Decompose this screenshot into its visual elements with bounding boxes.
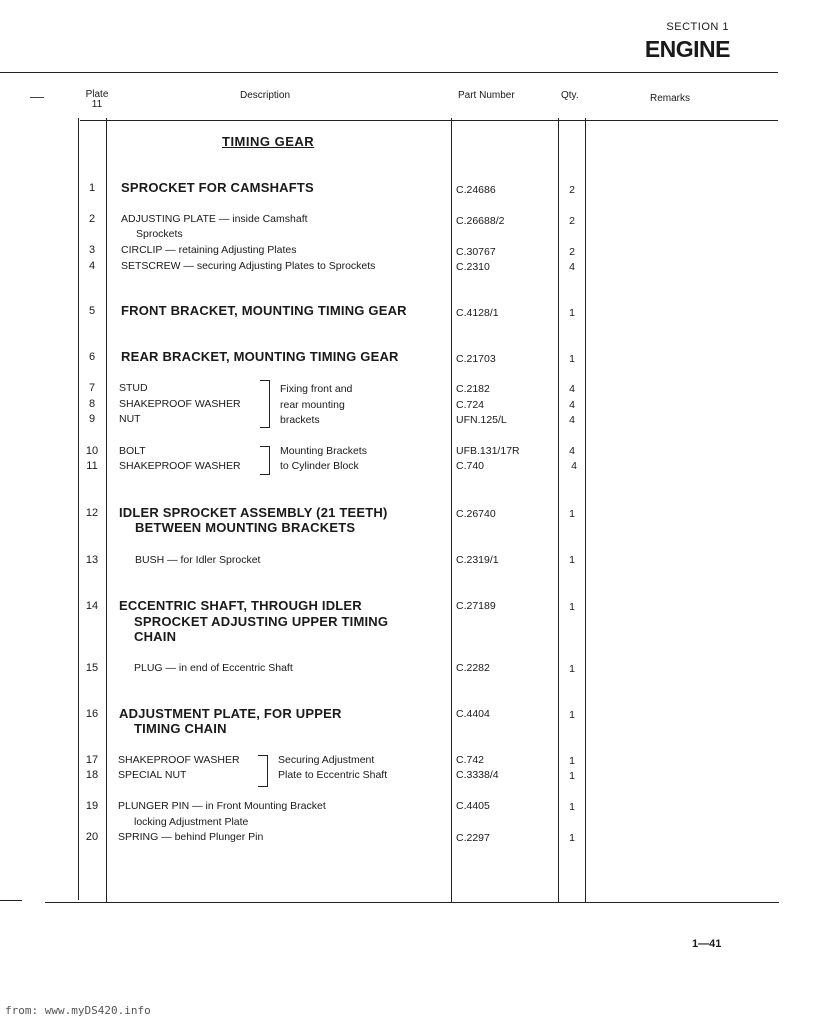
col-line-5 (585, 118, 586, 902)
part-number: C.24686 (456, 184, 496, 196)
bottom-rule (45, 902, 779, 903)
item-description: ADJUSTING PLATE — inside Camshaft (121, 213, 308, 225)
item-number: 12 (85, 507, 99, 519)
item-number: 2 (88, 213, 96, 225)
part-number: C.27189 (456, 600, 496, 612)
item-description-cont: Sprockets (136, 228, 183, 240)
col-header-qty: Qty. (561, 90, 579, 101)
item-number: 5 (88, 305, 96, 317)
quantity: 1 (569, 709, 575, 721)
group-bracket (260, 446, 270, 475)
section-label: SECTION 1 (666, 21, 729, 33)
quantity: 1 (569, 554, 575, 566)
item-description: PLUNGER PIN — in Front Mounting Bracket (118, 800, 326, 812)
part-number: C.4128/1 (456, 307, 499, 319)
item-description: REAR BRACKET, MOUNTING TIMING GEAR (121, 349, 399, 364)
quantity: 1 (569, 801, 575, 813)
item-number: 18 (85, 769, 99, 781)
source-watermark: from: www.myDS420.info (5, 1004, 151, 1017)
item-description: IDLER SPROCKET ASSEMBLY (21 TEETH) (119, 505, 388, 520)
quantity: 1 (569, 770, 575, 782)
item-description-cont: BETWEEN MOUNTING BRACKETS (135, 520, 356, 535)
item-description: FRONT BRACKET, MOUNTING TIMING GEAR (121, 303, 407, 318)
col-line-1 (78, 118, 79, 900)
col-header-description: Description (239, 90, 291, 101)
item-description-cont: CHAIN (134, 629, 177, 644)
col-line-3 (451, 118, 452, 902)
item-number: 11 (86, 460, 98, 472)
quantity: 4 (569, 261, 575, 273)
quantity: 1 (569, 601, 575, 613)
part-number: C.21703 (456, 353, 496, 365)
part-number: C.4405 (456, 800, 490, 812)
col-header-plate-label: Plate (85, 89, 109, 100)
item-number: 16 (85, 708, 99, 720)
item-number: 9 (88, 413, 96, 425)
part-number: C.2282 (456, 662, 490, 674)
item-description: CIRCLIP — retaining Adjusting Plates (121, 244, 297, 256)
quantity: 1 (569, 755, 575, 767)
part-number: C.2310 (456, 261, 490, 273)
part-number: UFB.131/17R (456, 445, 520, 457)
item-number: 14 (85, 600, 99, 612)
part-number: C.3338/4 (456, 769, 499, 781)
group-note: rear mounting (280, 399, 345, 411)
margin-tick (30, 97, 44, 98)
quantity: 1 (569, 663, 575, 675)
quantity: 4 (569, 445, 575, 457)
item-description: SPECIAL NUT (118, 769, 187, 781)
group-note: Plate to Eccentric Shaft (278, 769, 388, 781)
item-description: PLUG — in end of Eccentric Shaft (134, 662, 293, 674)
item-description: SHAKEPROOF WASHER (119, 398, 241, 410)
item-description: STUD (119, 382, 148, 394)
group-title: TIMING GEAR (222, 134, 315, 149)
part-number: C.740 (456, 460, 485, 472)
quantity: 2 (569, 215, 575, 227)
item-description: ADJUSTMENT PLATE, FOR UPPER (119, 706, 342, 721)
item-number: 7 (88, 382, 96, 394)
quantity: 2 (569, 184, 575, 196)
item-description: SHAKEPROOF WASHER (119, 460, 241, 472)
quantity: 4 (569, 383, 575, 395)
part-number: C.724 (456, 399, 485, 411)
col-line-2 (106, 118, 107, 902)
group-note: Fixing front and (280, 383, 353, 395)
item-number: 13 (85, 554, 99, 566)
quantity: 1 (569, 508, 575, 520)
group-note: Mounting Brackets (280, 445, 367, 457)
section-title: ENGINE (644, 36, 730, 62)
quantity: 1 (569, 832, 575, 844)
part-number: UFN.125/L (456, 414, 507, 426)
item-description: BUSH — for Idler Sprocket (135, 554, 261, 566)
quantity: 2 (569, 246, 575, 258)
item-description: SHAKEPROOF WASHER (118, 754, 240, 766)
item-description-cont: SPROCKET ADJUSTING UPPER TIMING (134, 614, 389, 629)
item-number: 17 (85, 754, 99, 766)
part-number: C.742 (456, 754, 485, 766)
item-number: 20 (85, 831, 99, 843)
group-note: Securing Adjustment (278, 754, 375, 766)
header-rule (80, 120, 778, 121)
col-header-plate (80, 90, 114, 110)
item-description-cont: TIMING CHAIN (134, 721, 227, 736)
item-description: BOLT (119, 445, 146, 457)
part-number: C.4404 (456, 708, 490, 720)
item-number: 10 (85, 445, 99, 457)
group-bracket (260, 380, 270, 428)
item-number: 4 (88, 260, 96, 272)
quantity: 4 (571, 460, 577, 472)
item-description: SPRING — behind Plunger Pin (118, 831, 264, 843)
item-number: 1 (88, 182, 96, 194)
top-rule (0, 72, 778, 73)
part-number: C.2182 (456, 383, 490, 395)
item-number: 6 (88, 351, 96, 363)
item-description: ECCENTRIC SHAFT, THROUGH IDLER (119, 598, 362, 613)
item-number: 8 (88, 398, 96, 410)
quantity: 1 (569, 353, 575, 365)
col-line-4 (558, 118, 559, 902)
item-number: 3 (88, 244, 96, 256)
part-number: C.2297 (456, 832, 490, 844)
part-number: C.2319/1 (456, 554, 499, 566)
col-header-remarks: Remarks (650, 93, 691, 104)
group-note: to Cylinder Block (280, 460, 359, 472)
col-header-part-number: Part Number (458, 90, 515, 101)
group-note: brackets (280, 414, 320, 426)
item-description-cont: locking Adjustment Plate (134, 816, 249, 828)
item-number: 19 (85, 800, 99, 812)
item-description: NUT (119, 413, 141, 425)
col-header-plate-number: 11 (91, 99, 103, 110)
group-bracket (258, 755, 268, 787)
item-description: SPROCKET FOR CAMSHAFTS (121, 180, 314, 195)
item-description: SETSCREW — securing Adjusting Plates to Sprockets (121, 260, 376, 272)
item-number: 15 (85, 662, 99, 674)
part-number: C.26688/2 (456, 215, 505, 227)
quantity: 4 (569, 399, 575, 411)
quantity: 1 (569, 307, 575, 319)
bottom-rule-left (0, 900, 22, 901)
page-number: 1—41 (692, 938, 722, 950)
part-number: C.26740 (456, 508, 496, 520)
part-number: C.30767 (456, 246, 496, 258)
quantity: 4 (569, 414, 575, 426)
